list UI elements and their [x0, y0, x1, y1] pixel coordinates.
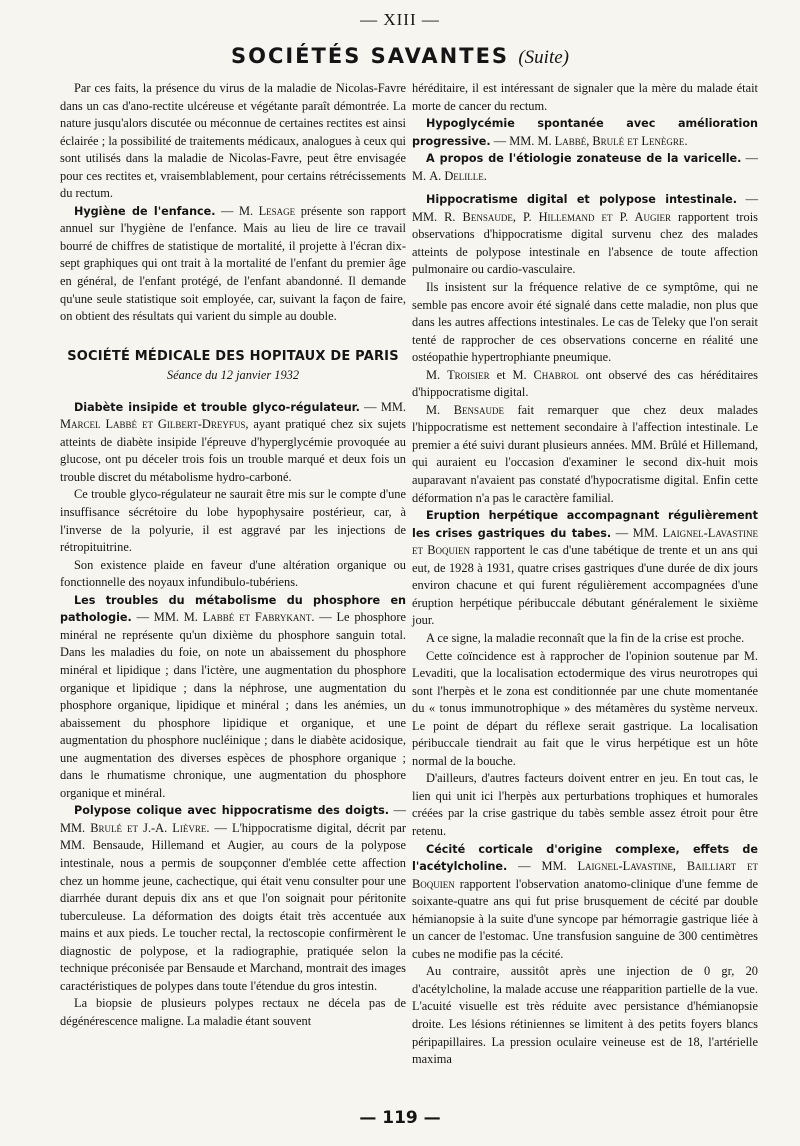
paragraph-phosphore	[60, 592, 406, 803]
page-number: — 119 —	[359, 1108, 441, 1128]
paragraph-heading: Hygiène de l'enfance.	[74, 204, 216, 218]
text: — MM.	[507, 859, 578, 874]
paragraph-heading: Les troubles du métabolisme du phosphore en pathologie.	[60, 593, 406, 625]
paragraph: Cette coïncidence est à rapprocher de l'opinion soutenue par M. Levaditi, que la localisation ectodermique des virus neurotropes qui sont l'herpès et le zona est conditionnée par une chute momentanée du « tonus immunotrophique » des métamères du système nerveux. Le point de départ du réflexe serait gastrique. La localisation péribuccale tiendrait au fait que le virus herpétique est un hôte normal de la bouche.	[412, 648, 758, 768]
text: — MM.	[611, 525, 663, 540]
paragraph-heading: A propos de l'étiologie zonateuse de la varicelle.	[426, 152, 742, 166]
text: M.	[426, 402, 454, 417]
author-name: Brulé et J.-A. Lièvre	[90, 820, 207, 835]
running-title-main: SOCIÉTÉS SAVANTES	[230, 44, 510, 68]
text: — MM.	[359, 399, 406, 414]
paragraph: Par ces faits, la présence du virus de la maladie de Nicolas-Favre dans un cas d'ano-rectite ulcéreuse et végétante paraît démontrée. La nature jusqu'alors discutée ou méconnue de certaines rectites est ainsi éclairée ; la possibilité de traitements médicaux, analogues à ceux qui sont utilisés dans la maladie de Nicolas-Favre, peut être envisagée pour ces rectites et, vraisemblablement, pour certains rétrécissements du rectum.	[60, 81, 406, 201]
author-name: Laignel-Lavastine et Boquien	[412, 525, 758, 558]
session-date: Séance du 12 janvier 1932	[166, 368, 300, 383]
paragraph-hippocratisme	[412, 191, 758, 279]
paragraph-heading: Eruption herpétique accompagnant régulièrement les crises gastriques du tabes.	[412, 509, 758, 540]
paragraph: Ce trouble glyco-régulateur ne saurait être mis sur le compte d'une insuffisance sécrétoire du lobe hypophysaire postérieur, car, à l'inverse de la polyurie, il est aggravé par les injections de rétropituitrine.	[60, 487, 406, 555]
paragraph: Son existence plaide en faveur d'une altération organique ou fonctionnelle des noyaux infundibulo-tubériens.	[60, 557, 406, 590]
text: .	[483, 168, 487, 183]
author-name: Marcel Labbé et Gilbert-Dreyfus	[60, 417, 246, 432]
paragraph: D'ailleurs, d'autres facteurs doivent entrer en jeu. En tout cas, le lien qui unit ici l'herpès aux perturbations trophiques et humorales créées par la crise gastrique du tabès semble assez étroit pour être retenu.	[412, 771, 758, 838]
text: et M.	[489, 367, 534, 382]
text: — MM.	[412, 192, 758, 224]
paragraph-varicelle	[412, 150, 758, 185]
paragraph-bensaude	[412, 402, 758, 507]
paragraph-eruption	[412, 507, 758, 630]
author-name: Lesage	[258, 203, 296, 218]
text: ont observé des cas héréditaires d'hippocratisme digital.	[412, 367, 759, 400]
author-name: Troisier	[447, 367, 490, 382]
paragraph-heading: Hypoglycémie spontanée avec amélioration progressive.	[412, 117, 758, 148]
text: , ayant pratiqué chez six sujets atteints de diabète insipide l'épreuve d'hyperglycémie provoquée au glucose, ont pu déceler trois fois un trouble marqué et deux fois un trouble discret du métabolisme hydro-carboné.	[60, 417, 406, 484]
paragraph-polypose	[60, 802, 406, 995]
paragraph-troisier	[412, 367, 758, 402]
paragraph-heading: Polypose colique avec hippocratisme des doigts.	[74, 804, 389, 818]
paragraph-hygiene	[60, 203, 406, 326]
page-number-roman: — XIII —	[360, 10, 440, 29]
paragraph: héréditaire, il est intéressant de signaler que la mère du malade était morte de cancer du rectum.	[412, 81, 758, 113]
text: . — Le phosphore minéral ne représente qu'un dixième du phosphore sanguin total. Dans les maladies du foie, on note un abaissement du phosphore minéral et lipidique ; dans l'ictère, une augmentation du phosphore organique et lipidique ; dans la néphrose, une augmentation du phosphore organique, lipidique et minéral ; dans les anémies, un abaissement du phosphore lipidique et organique, et une augmentation du phosphore nucléinique ; dans le diabète acidosique, une augmentation des diverses espèces de phosphore organique ; dans le rhumatisme chronique, une augmentation du phosphore organique et minéral.	[60, 610, 406, 800]
text: . — L'hippocratisme digital, décrit par MM. Bensaude, Hillemand et Augier, au cours de la polypose intestinale, nous a permis de soupçonner d'emblée cette affection chez un homme jeune, cachectique, qui était venu consulter pour une diarrhée durant depuis dix ans et que l'on soignait pour péritonite tuberculeuse. La déformation des doigts était très accentuée aux mains et aux pieds. Le toucher rectal, la rectoscopie confirmèrent le diagnostic de polypose, et la radiographie, pratiquée selon la technique préconisée par Bensaude et Marchand, montrait des images caractéristiques de polypes dans toute l'étendue du gros intestin.	[60, 820, 406, 993]
text: rapportent trois observations d'hippocratisme digital survenu chez des malades atteints de polypose intestinale en l'absence de toute affection pulmonaire ou cardio-vasculaire.	[412, 209, 759, 277]
paragraph-hypoglycemie	[412, 115, 758, 150]
author-name: M. Labbé et Fabrykant	[183, 610, 312, 625]
text: rapportent le cas d'une tabétique de trente et un ans qui eut, de 1928 à 1931, quatre crises gastriques d'une durée de dix jours environ chacune et qui furent régulièrement accompagnées d'une éruption herpétique péribuccale débutant généralement le sixième jour.	[412, 543, 758, 628]
running-title	[0, 44, 800, 69]
text: présente son rapport annuel sur l'hygiène de l'enfance. Mais au lieu de lire ce travail bourré de chiffres de statistique de mortalité, il projette à l'écran dix-sept graphiques qui ont trait à la mortalité de l'enfant du premier âge en général, de l'enfant protégé, de l'enfant abandonné. Il demande qu'une seule statistique soit employée, car, suivant la façon de faire, on obtient des résultats qui varient du simple au double.	[60, 203, 406, 324]
paragraph-heading: Cécité corticale d'origine complexe, effets de l'acétylcholine.	[412, 842, 758, 874]
text: — MM.	[131, 610, 184, 625]
text: — M.	[412, 151, 758, 183]
paragraph: Ils insistent sur la fréquence relative de ce symptôme, qui ne semble pas encore avoir été signalé dans cette maladie, non plus que dans les autres affections intestinales. Le cas de Teleky que l'on serait tenté de rapprocher de ces observations concerne en réalité une ostéopathie hypertrophiante pneumique.	[412, 280, 758, 365]
text: — M.	[215, 203, 259, 218]
paragraph-heading: Hippocratisme digital et polypose intestinale.	[426, 193, 738, 207]
text: — MM.	[490, 133, 538, 148]
right-column	[412, 80, 758, 1069]
paragraph-cecite	[412, 841, 758, 964]
author-name: R. Bensaude, P. Hillemand et P. Augier	[444, 209, 671, 224]
text: fait remarquer que chez deux malades l'hippocratisme est nettement secondaire à l'affection intestinale. Le premier a été suivi durant plusieurs années. MM. Brûlé et Hillemand, qui auraient eu l'occasion d'examiner le second dix-huit mois auparavant n'avaient pas constaté d'hypocratisme digital. Enfin cette déformation n'a pas le caractère familial.	[412, 402, 758, 505]
text: rapportent l'observation anatomo-clinique d'une femme de soixante-quatre ans qui fut prise brusquement de cécité par double hémianopsie à la suite d'une syncope par hémorragie gastrique liée à un cancer de l'estomac. Une transfusion sanguine de 300 centimètres cubes ne modifie pas la cécité.	[412, 876, 758, 961]
paragraph-heading: Diabète insipide et trouble glyco-régulateur.	[74, 400, 360, 414]
society-heading: SOCIÉTÉ MÉDICALE DES HOPITAUX DE PARIS	[67, 348, 399, 364]
author-name: M. Labbé, Brulé et Lenègre	[537, 133, 685, 148]
author-name: A. Delille	[429, 168, 484, 183]
author-name: Bensaude	[453, 402, 504, 417]
running-title-suffix: (Suite)	[518, 47, 570, 68]
paragraph: Au contraire, aussitôt après une injection de 0 gr, 20 d'acétylcholine, la malade accuse une réapparition partielle de la vue. L'acuité visuelle est très réduite avec persistance d'hémianopsie droite. Les lésions rétiniennes se limitent à des petits foyers blancs péripapillaires. La pression oculaire veineuse est de 18, l'artérielle maxima	[412, 964, 758, 1067]
text: M.	[426, 367, 448, 382]
text: — MM.	[60, 803, 406, 835]
author-name: Chabrol	[533, 367, 579, 382]
paragraph-diabete	[60, 399, 406, 487]
paragraph: A ce signe, la maladie reconnaît que la fin de la crise est proche.	[426, 630, 745, 645]
author-name: Laignel-Lavastine, Bailliart et Boquien	[412, 859, 758, 891]
paragraph: La biopsie de plusieurs polypes rectaux ne décela pas de dégénérescence maligne. La maladie étant souvent	[60, 996, 406, 1028]
text: .	[684, 133, 688, 148]
left-column	[60, 80, 406, 1030]
